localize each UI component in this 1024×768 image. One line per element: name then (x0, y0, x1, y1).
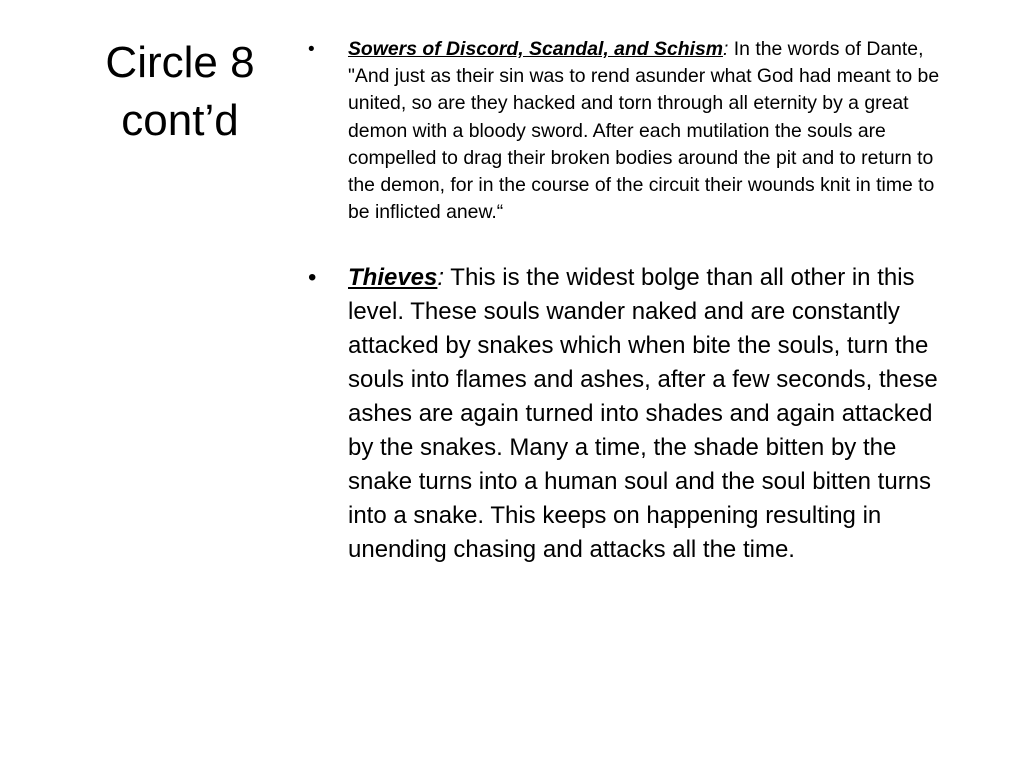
slide-content (306, 36, 974, 567)
slide-title-line-1: Circle 8 (105, 38, 255, 87)
bullet-term-colon: : (437, 264, 445, 292)
bullet-term: Thieves (348, 264, 438, 292)
bullet-dot-icon: • (308, 264, 317, 292)
slide-title-line-2: cont’d (121, 96, 239, 145)
slide-title (60, 34, 300, 150)
bullet-dot-icon: • (308, 39, 315, 60)
bullet-text: This is the widest bolge than all other in this level. These souls wander naked and are constantly attacked by snakes which when bite the souls, turn the souls into flames and ashes, after a few seconds, these ashes are again turned into shades and again attacked by the snakes. Many a time, the shade bitten by the snake turns into a human soul and the soul bitten turns into a snake. This keeps on happening resulting in unending chasing and attacks all the time. (348, 264, 938, 564)
bullet-text: In the words of Dante, "And just as their sin was to rend asunder what God had meant to be united, so are they hacked and torn through all eternity by a great demon with a bloody sword. After each mutilation the souls are compelled to drag their broken bodies around the pit and to return to the demon, for in the course of the circuit their wounds knit in time to be inflicted anew.“ (348, 38, 940, 224)
bullet-term-colon: : (723, 38, 729, 60)
bullet-item-sowers-of-discord (306, 36, 958, 226)
bullet-term: Sowers of Discord, Scandal, and Schism (348, 38, 723, 60)
bullet-item-thieves (306, 261, 952, 567)
